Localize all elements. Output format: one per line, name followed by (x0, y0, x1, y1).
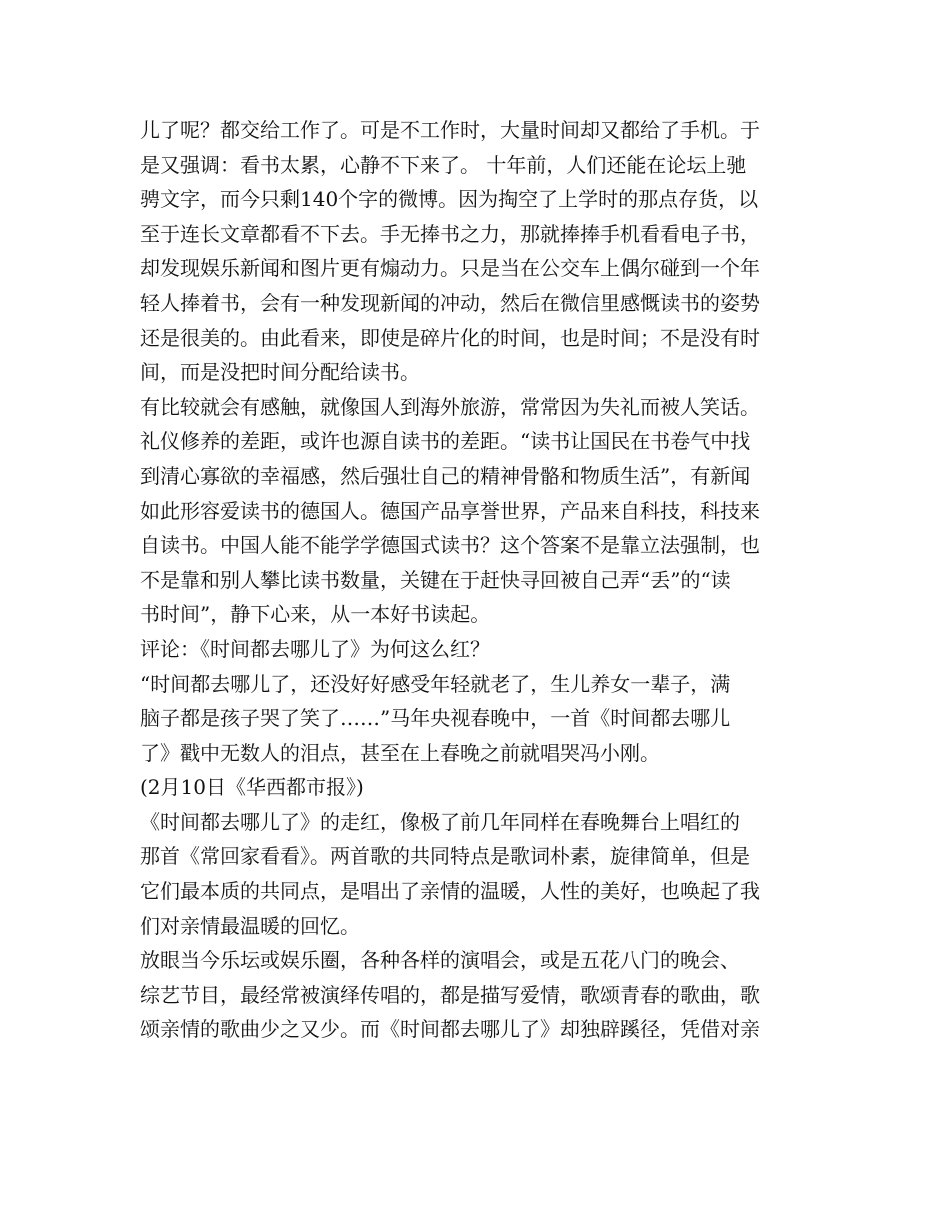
text-line: 到清心寡欲的幸福感，然后强壮自己的精神骨骼和物质生活”，有新闻 (140, 463, 751, 488)
text-line: 不是靠和别人攀比读书数量，关键在于赶快寻回被自己弄“丢”的“读 (140, 567, 731, 592)
article-body (140, 113, 820, 1047)
text-line: 自读书。中国人能不能学学德国式读书？这个答案不是靠立法强制，也 (140, 533, 760, 558)
text-line: 如此形容爱读书的德国人。德国产品享誉世界，产品来自科技，科技来 (140, 498, 760, 523)
text-line: 轻人捧着书，会有一种发现新闻的冲动，然后在微信里感慨读书的姿势 (140, 290, 760, 315)
text-line: 那首《常回家看看》。两首歌的共同特点是歌词朴素，旋律简单，但是 (140, 844, 750, 869)
text-line: 还是很美的。由此看来，即使是碎片化的时间，也是时间；不是没有时 (140, 325, 760, 350)
text-line: 书时间”，静下心来，从一本好书读起。 (140, 602, 491, 627)
text-line: 放眼当今乐坛或娱乐圈，各种各样的演唱会，或是五花八门的晚会、 (140, 948, 740, 973)
text-line: 骋文字，而今只剩140个字的微博。因为掏空了上学时的那点存货，以 (140, 187, 759, 212)
text-line: 脑子都是孩子哭了笑了……”马年央视春晚中，一首《时间都去哪儿 (140, 706, 731, 731)
text-line: 是又强调：看书太累，心静不下来了。 十年前，人们还能在论坛上驰 (140, 152, 747, 177)
text-line: 们对亲情最温暖的回忆。 (140, 913, 360, 938)
text-line: 《时间都去哪儿了》的走红，像极了前几年同样在春晚舞台上唱红的 (140, 809, 740, 834)
text-line: 间，而是没把时间分配给读书。 (140, 360, 420, 385)
text-line: “时间都去哪儿了，还没好好感受年轻就老了，生儿养女一辈子，满 (140, 671, 731, 696)
text-line: 了》戳中无数人的泪点，甚至在上春晚之前就唱哭冯小刚。 (140, 740, 660, 765)
text-line: 它们最本质的共同点，是唱出了亲情的温暖，人性的美好，也唤起了我 (140, 879, 760, 904)
source-citation: (2月10日《华西都市报》) (140, 775, 364, 800)
text-line: 至于连长文章都看不下去。手无捧书之力，那就捧捧手机看看电子书， (140, 221, 760, 246)
text-line: 儿了呢？都交给工作了。可是不工作时，大量时间却又都给了手机。于 (140, 118, 760, 142)
text-line: 礼仪修养的差距，或许也源自读书的差距。“读书让国民在书卷气中找 (140, 429, 751, 454)
text-line: 却发现娱乐新闻和图片更有煽动力。只是当在公交车上偶尔碰到一个年 (140, 256, 760, 281)
text-line: 颂亲情的歌曲少之又少。而《时间都去哪儿了》却独辟蹊径，凭借对亲 (140, 1017, 760, 1042)
section-heading: 评论：《时间都去哪儿了》为何这么红？ (140, 636, 490, 661)
text-line: 有比较就会有感触，就像国人到海外旅游，常常因为失礼而被人笑话。 (140, 394, 760, 419)
text-line: 综艺节目，最经常被演绎传唱的，都是描写爱情，歌颂青春的歌曲，歌 (140, 982, 760, 1007)
